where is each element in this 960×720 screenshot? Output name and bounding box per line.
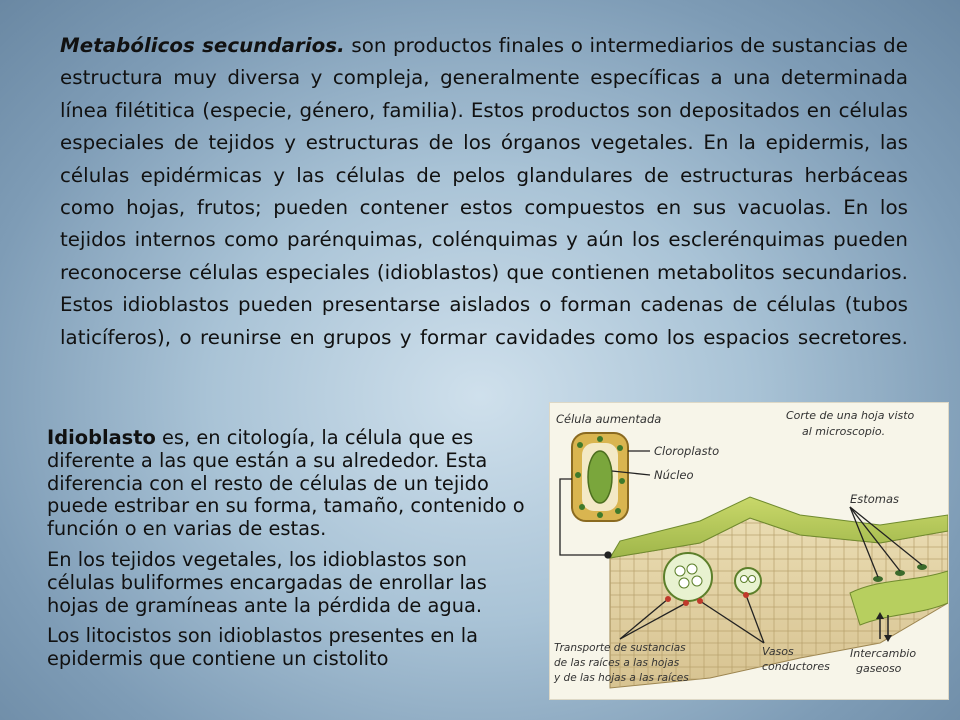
label-exchange-line1: Intercambio [850, 647, 917, 660]
vascular-bundle-left [664, 553, 712, 601]
main-paragraph [60, 30, 908, 354]
label-title-line1: Corte de una hoja visto [786, 409, 915, 422]
label-transport-line3: y de las hojas a las raíces [554, 672, 689, 684]
label-transport-line1: Transporte de sustancias [554, 642, 686, 654]
label-vessels-line1: Vasos [762, 645, 794, 658]
vascular-bundle-right [735, 568, 761, 594]
label-vessels-line2: conductores [762, 660, 830, 673]
label-transport-line2: de las raíces a las hojas [554, 657, 680, 669]
idioblast-definition-text: es, en citología, la célula que es diferente a las que están a su alrededor. Esta diferencia con el resto de células de un tejido puede estribar en su forma, tamaño, contenido o función o en varias de estas. [47, 426, 525, 541]
magnified-cell [572, 433, 628, 521]
idioblast-description [47, 427, 537, 679]
label-stomata: Estomas [850, 492, 900, 506]
idioblast-definition [47, 427, 537, 541]
label-chloroplast: Cloroplasto [654, 444, 720, 458]
label-nucleus: Núcleo [654, 468, 694, 482]
lithocyst-note: Los litocistos son idioblastos presentes en la epidermis que contiene un cistolito [47, 624, 479, 671]
leaf-section-drawing [550, 403, 948, 699]
label-exchange-line2: gaseoso [856, 662, 902, 675]
idioblast-term: Idioblasto [47, 426, 156, 449]
bulliform-cells-note: En los tejidos vegetales, los idioblastos son células buliformes encargadas de enrollar las hojas de gramíneas ante la pérdida de agua. [47, 547, 487, 617]
label-title-line2: al microscopio. [802, 425, 886, 438]
label-magnified-cell: Célula aumentada [556, 412, 662, 426]
leaf-section-illustration [549, 402, 949, 700]
paragraph-text: son productos finales o intermediarios de sustancias de estructura muy diversa y compleja, generalmente específicas a una determinada línea filétitica (especie, género, familia). Estos productos son depositados en células especiales de tejidos y estructuras de los órganos vegetales. En la epidermis, las células epidérmicas y las células de pelos glandulares de estructuras herbáceas como hojas, frutos; pueden contener estos compuestos en sus vacuolas. En los tejidos internos como parénquimas, colénquimas y aún los esclerénquimas pueden reconocerse células especiales (idioblastos) que contienen metabolitos secundarios. Estos idioblastos pueden presentarse aislados o forman cadenas de células (tubos laticíferos), o reunirse en grupos y formar cavidades como los espacios secretores. [60, 34, 908, 349]
paragraph-lead: Metabólicos secundarios. [60, 34, 345, 57]
